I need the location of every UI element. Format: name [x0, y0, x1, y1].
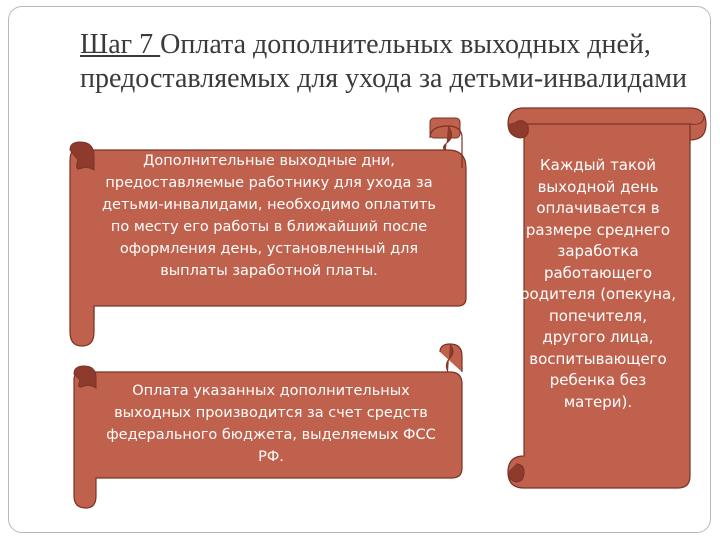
scroll-1-text: Дополнительные выходные дни, предоставляемые работнику для ухода за детьми-инвалидами, необходимо оплатить по месту его работы в ближайший после оформления день, установленный для выплаты заработной платы.	[102, 153, 436, 279]
title-text: Оплата дополнительных выходных дней, предоставляемых для ухода за детьми-инвалидами	[80, 29, 688, 94]
scroll-3-text: Каждый такой выходной день оплачивается в размере среднего заработка работающего родителя (опекуна, попечителя, другого лица, воспитывающего ребенка без матери).	[520, 156, 676, 411]
scroll-2-text: Оплата указанных дополнительных выходных производится за счет средств федерального бюджета, выделяемых ФСС РФ.	[106, 383, 436, 465]
title-step-label: Шаг 7	[80, 29, 161, 60]
